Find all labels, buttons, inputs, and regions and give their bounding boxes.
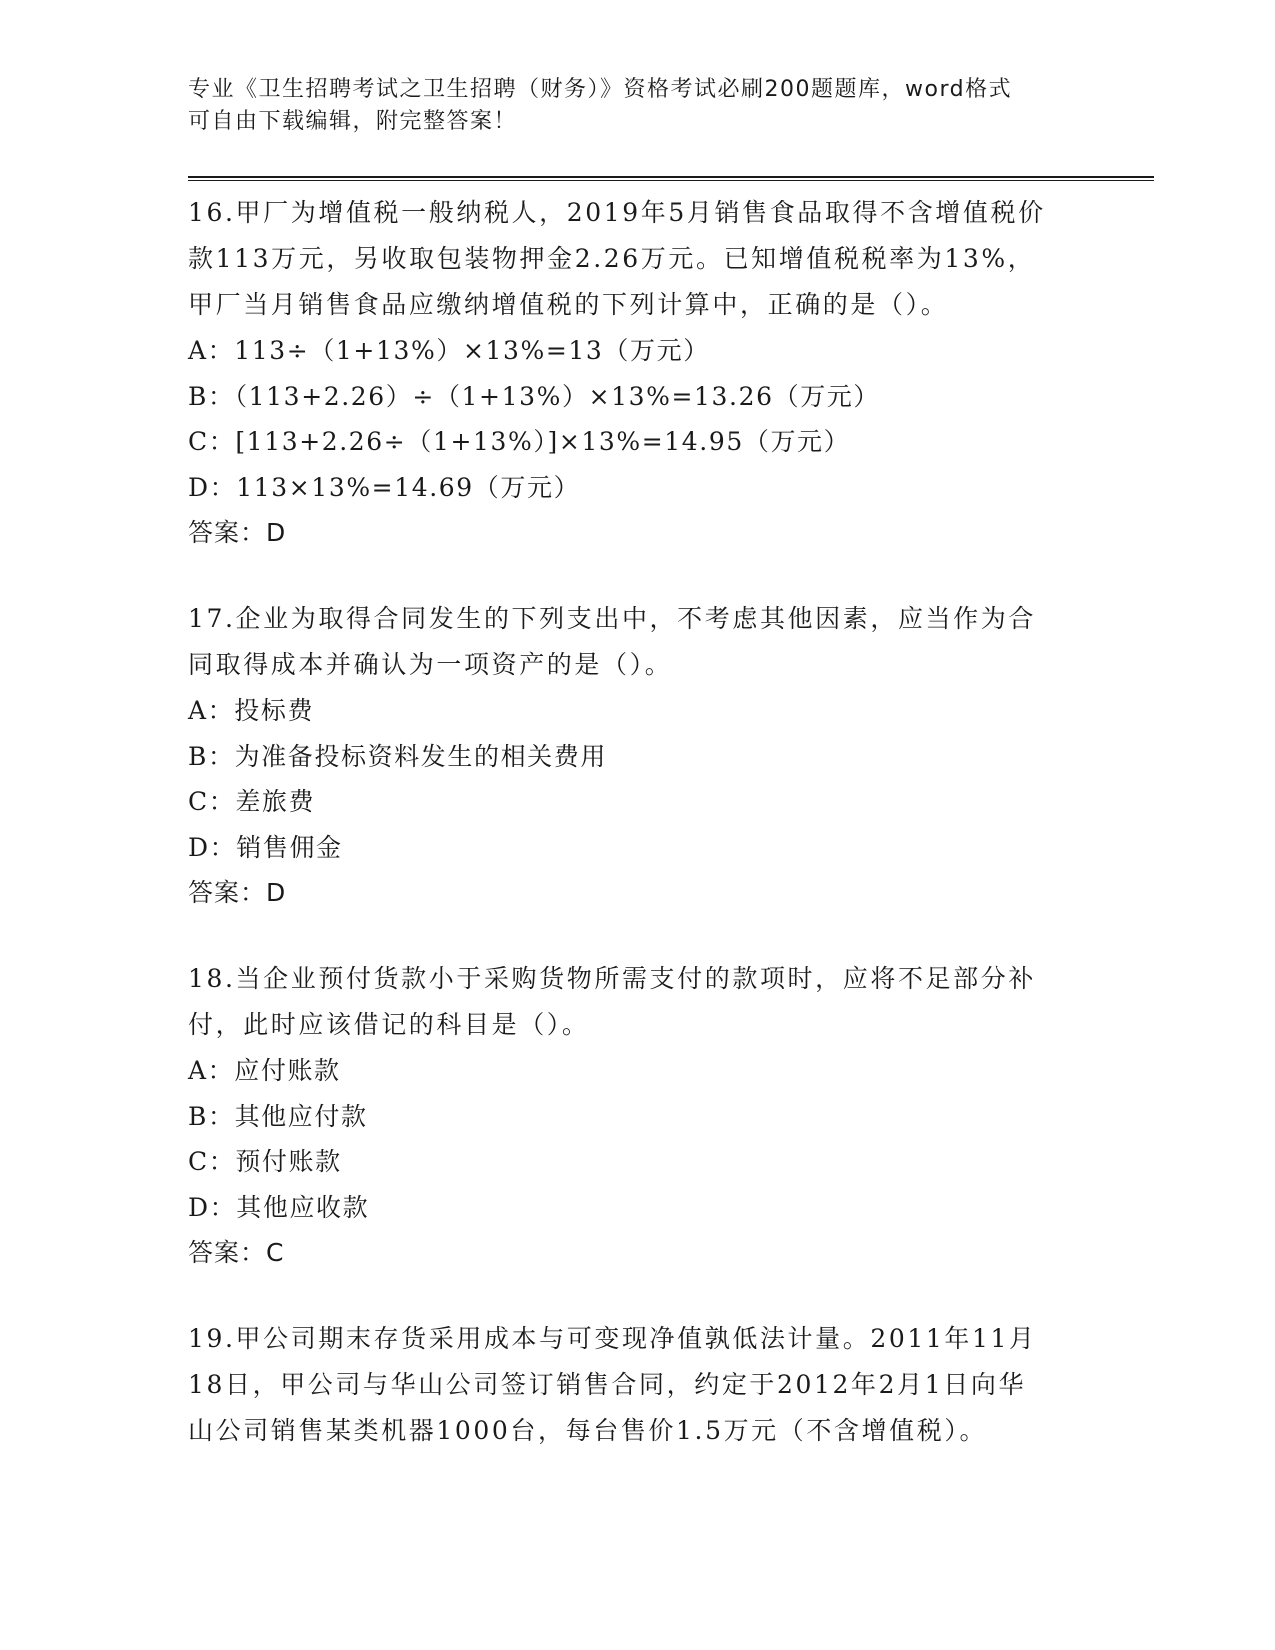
option-c: C：[113+2.26÷（1+13%）]×13%=14.95（万元） (188, 427, 851, 456)
option-b: B：（113+2.26）÷（1+13%）×13%=13.26（万元） (188, 381, 880, 411)
header-line-2: 可自由下载编辑，附完整答案！ (188, 109, 518, 134)
option-a: A：投标费 (188, 696, 315, 725)
question-stem (188, 190, 1088, 328)
option-b: B：为准备投标资料发生的相关费用 (188, 741, 607, 771)
option-c: C：预付账款 (188, 1147, 342, 1176)
option-b: B：其他应付款 (188, 1101, 368, 1131)
question-16 (188, 190, 1088, 556)
option-a: A：113÷（1+13%）×13%=13（万元） (188, 336, 710, 365)
header-divider (188, 176, 1154, 181)
question-stem (188, 596, 1088, 688)
answer-label: 答案：D (188, 878, 287, 907)
option-a: A：应付账款 (188, 1056, 341, 1085)
stem-line: 山公司销售某类机器1000台，每台售价1.5万元（不含增值税）。 (188, 1416, 988, 1445)
stem-line: 付，此时应该借记的科目是（）。 (188, 1010, 590, 1039)
answer-label: 答案：C (188, 1238, 285, 1267)
option-d: D：其他应收款 (188, 1192, 370, 1222)
header-line-1: 专业《卫生招聘考试之卫生招聘（财务）》资格考试必刷200题题库，word格式 (188, 77, 1013, 102)
question-19 (188, 1316, 1088, 1454)
question-17 (188, 596, 1088, 916)
option-c: C：差旅费 (188, 787, 316, 816)
stem-line: 款113万元，另收取包装物押金2.26万元。已知增值税税率为13%， (188, 244, 1036, 273)
option-d: D：113×13%=14.69（万元） (188, 472, 581, 502)
stem-line: 16.甲厂为增值税一般纳税人，2019年5月销售食品取得不含增值税价 (188, 198, 1046, 227)
option-d: D：销售佣金 (188, 832, 343, 862)
question-stem (188, 1316, 1088, 1454)
stem-line: 甲厂当月销售食品应缴纳增值税的下列计算中，正确的是（）。 (188, 290, 949, 319)
stem-line: 18日，甲公司与华山公司签订销售合同，约定于2012年2月1日向华 (188, 1370, 1027, 1399)
stem-line: 19.甲公司期末存货采用成本与可变现净值孰低法计量。2011年11月 (188, 1324, 1037, 1353)
answer-label: 答案：D (188, 518, 287, 547)
stem-line: 18.当企业预付货款小于采购货物所需支付的款项时，应将不足部分补 (188, 964, 1036, 993)
question-stem (188, 956, 1088, 1048)
stem-line: 17.企业为取得合同发生的下列支出中，不考虑其他因素，应当作为合 (188, 604, 1036, 633)
document-header (188, 74, 1088, 138)
question-list (188, 190, 1088, 1494)
question-18 (188, 956, 1088, 1276)
stem-line: 同取得成本并确认为一项资产的是（）。 (188, 650, 673, 679)
